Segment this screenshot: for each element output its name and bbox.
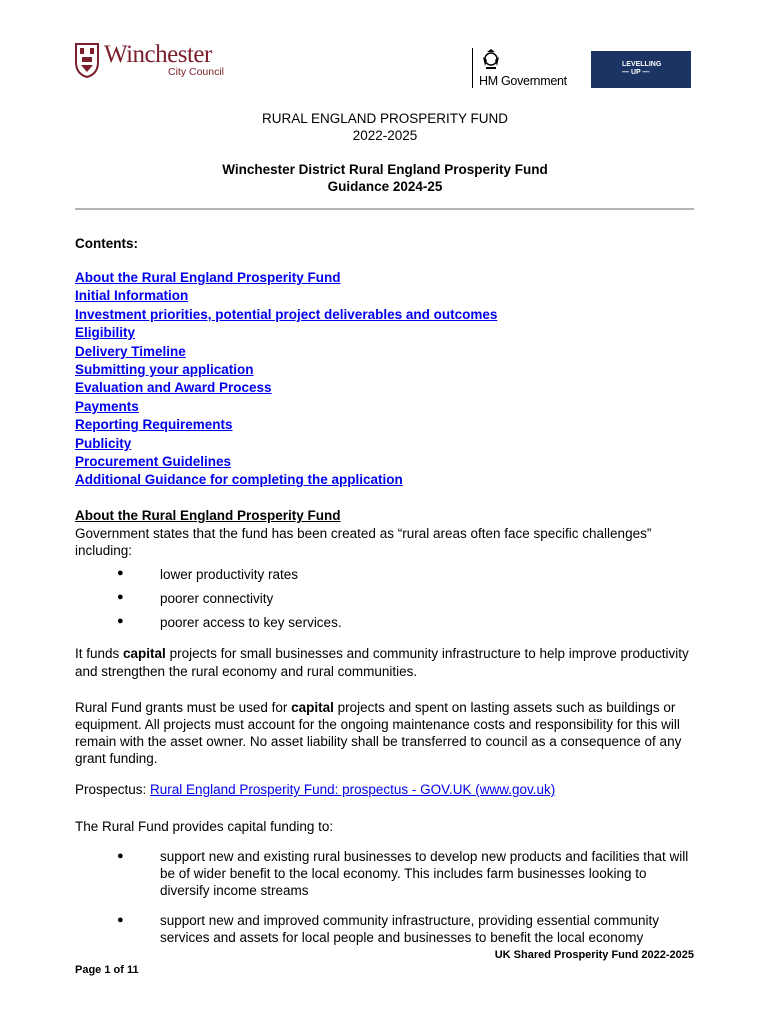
levelling-up-logo (591, 51, 691, 88)
contents-heading: Contents: (75, 236, 138, 251)
toc-link-procurement[interactable]: Procurement Guidelines (75, 454, 232, 470)
doc-years: 2022-2025 (352, 128, 418, 143)
hm-government-logo (472, 48, 582, 90)
doc-title: RURAL ENGLAND PROSPERITY FUND (261, 111, 509, 126)
bullet: ● (117, 615, 124, 627)
toc-link-eligibility[interactable]: Eligibility (75, 325, 136, 341)
page-number: Page 1 of 11 (75, 964, 139, 976)
hm-government-text: HM Government (479, 74, 567, 88)
council-crest-icon (74, 42, 100, 78)
bullet: ● (117, 567, 124, 579)
table-of-contents (75, 269, 695, 490)
footer-title: UK Shared Prosperity Fund 2022-2025 (494, 949, 694, 961)
winchester-city-council-logo (74, 42, 234, 82)
capital-funding-intro: The Rural Fund provides capital funding to: (75, 819, 334, 834)
toc-link-investment-priorities[interactable]: Investment priorities, potential project deliverables and outcomes (75, 306, 498, 322)
capital-paragraph-1: It funds capital projects for small businesses and community infrastructure to help improve productivity and strengthen the rural economy and rural communities. (75, 646, 689, 679)
bullet-text: support new and existing rural businesses to develop new products and facilities that will be of wider benefit to the local economy. This includes farm businesses looking to diversify income streams (160, 849, 689, 898)
royal-arms-icon (481, 48, 501, 70)
toc-link-evaluation[interactable]: Evaluation and Award Process (75, 380, 272, 396)
doc-guidance-year: Guidance 2024-25 (327, 179, 443, 194)
about-heading: About the Rural England Prosperity Fund (75, 508, 341, 523)
levelling-up-line2: — UP — (622, 69, 650, 76)
toc-link-additional-guidance[interactable]: Additional Guidance for completing the application (75, 472, 403, 488)
toc-link-reporting[interactable]: Reporting Requirements (75, 417, 233, 433)
divider (75, 208, 694, 210)
prospectus-line: Prospectus: Rural England Prosperity Fund: prospectus - GOV.UK (www.gov.uk) (75, 782, 556, 797)
bullet-text: poorer access to key services. (160, 615, 342, 630)
toc-link-delivery-timeline[interactable]: Delivery Timeline (75, 343, 186, 359)
bullet-text: support new and improved community infrastructure, providing essential community services and assets for local people and businesses to benefit the local economy (160, 913, 659, 945)
about-intro: Government states that the fund has been created as “rural areas often face specific challenges” including: (75, 526, 652, 558)
bullet: ● (117, 914, 124, 926)
toc-link-initial-information[interactable]: Initial Information (75, 288, 189, 304)
bullet: ● (117, 591, 124, 603)
toc-link-about[interactable]: About the Rural England Prosperity Fund (75, 270, 341, 285)
levelling-up-line1: LEVELLING (622, 61, 662, 68)
toc-link-payments[interactable]: Payments (75, 398, 139, 414)
prospectus-link[interactable]: Rural England Prosperity Fund: prospectus - GOV.UK (www.gov.uk) (150, 782, 556, 797)
council-logo-subtitle: City Council (168, 66, 225, 78)
bullet-text: poorer connectivity (160, 591, 274, 606)
council-logo-title: Winchester (104, 41, 212, 68)
doc-subtitle: Winchester District Rural England Prosperity Fund (222, 162, 548, 177)
bullet: ● (117, 850, 124, 862)
toc-link-publicity[interactable]: Publicity (75, 435, 132, 451)
toc-link-submitting[interactable]: Submitting your application (75, 362, 254, 378)
capital-paragraph-2: Rural Fund grants must be used for capital projects and spent on lasting assets such as buildings or equipment. All projects must account for the ongoing maintenance costs and responsibility for this will remain with the asset owner. No asset liability shall be transferred to council as a consequence of any grant funding. (75, 700, 682, 766)
bullet-text: lower productivity rates (160, 567, 299, 582)
